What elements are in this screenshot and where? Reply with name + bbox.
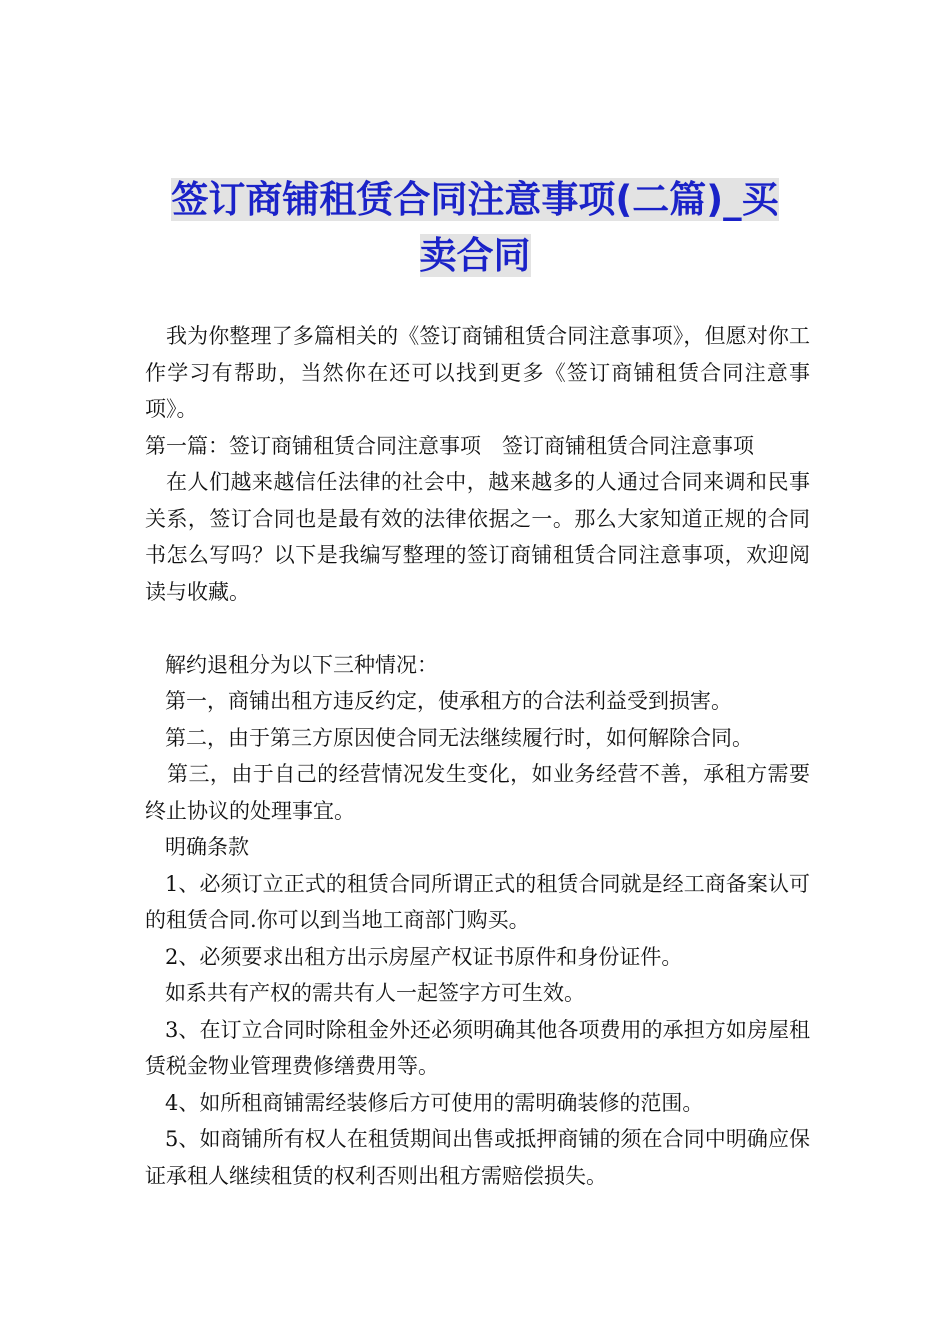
list-item: 第三，由于自己的经营情况发生变化，如业务经营不善，承租方需要终止协议的处理事宜。 [145, 762, 810, 823]
section-heading: 第一篇：签订商铺租赁合同注意事项 签订商铺租赁合同注意事项 [145, 433, 754, 458]
document-body [145, 318, 810, 1194]
clause-note: 如系共有产权的需共有人一起签字方可生效。 [165, 981, 585, 1005]
clause-item: 3、在订立合同时除租金外还必须明确其他各项费用的承担方如房屋租赁税金物业管理费修缮费用等。 [145, 1017, 810, 1078]
list-item: 第一，商铺出租方违反约定，使承租方的合法利益受到损害。 [165, 689, 732, 713]
document-title [140, 172, 810, 284]
title-line-2: 卖合同 [419, 234, 531, 277]
intro-paragraph: 我为你整理了多篇相关的《签订商铺租赁合同注意事项》，但愿对你工作学习有帮助，当然你在还可以找到更多《签订商铺租赁合同注意事项》。 [145, 324, 810, 421]
list-heading: 解约退租分为以下三种情况： [165, 652, 438, 677]
list-item: 第二，由于第三方原因使合同无法继续履行时，如何解除合同。 [165, 725, 753, 750]
blank-line [145, 610, 810, 647]
body-paragraph: 在人们越来越信任法律的社会中，越来越多的人通过合同来调和民事关系，签订合同也是最有效的法律依据之一。那么大家知道正规的合同书怎么写吗？以下是我编写整理的签订商铺租赁合同注意事项，欢迎阅读与收藏。 [145, 470, 810, 604]
subsection-heading: 明确条款 [165, 835, 249, 859]
clause-item: 2、必须要求出租方出示房屋产权证书原件和身份证件。 [165, 944, 683, 969]
clause-item: 4、如所租商铺需经装修后方可使用的需明确装修的范围。 [165, 1090, 704, 1115]
clause-item: 5、如商铺所有权人在租赁期间出售或抵押商铺的须在合同中明确应保证承租人继续租赁的权利否则出租方需赔偿损失。 [145, 1127, 810, 1188]
clause-item: 1、必须订立正式的租赁合同所谓正式的租赁合同就是经工商备案认可的租赁合同.你可以到当地工商部门购买。 [145, 871, 810, 932]
title-line-1: 签订商铺租赁合同注意事项(二篇)_买 [171, 178, 779, 221]
